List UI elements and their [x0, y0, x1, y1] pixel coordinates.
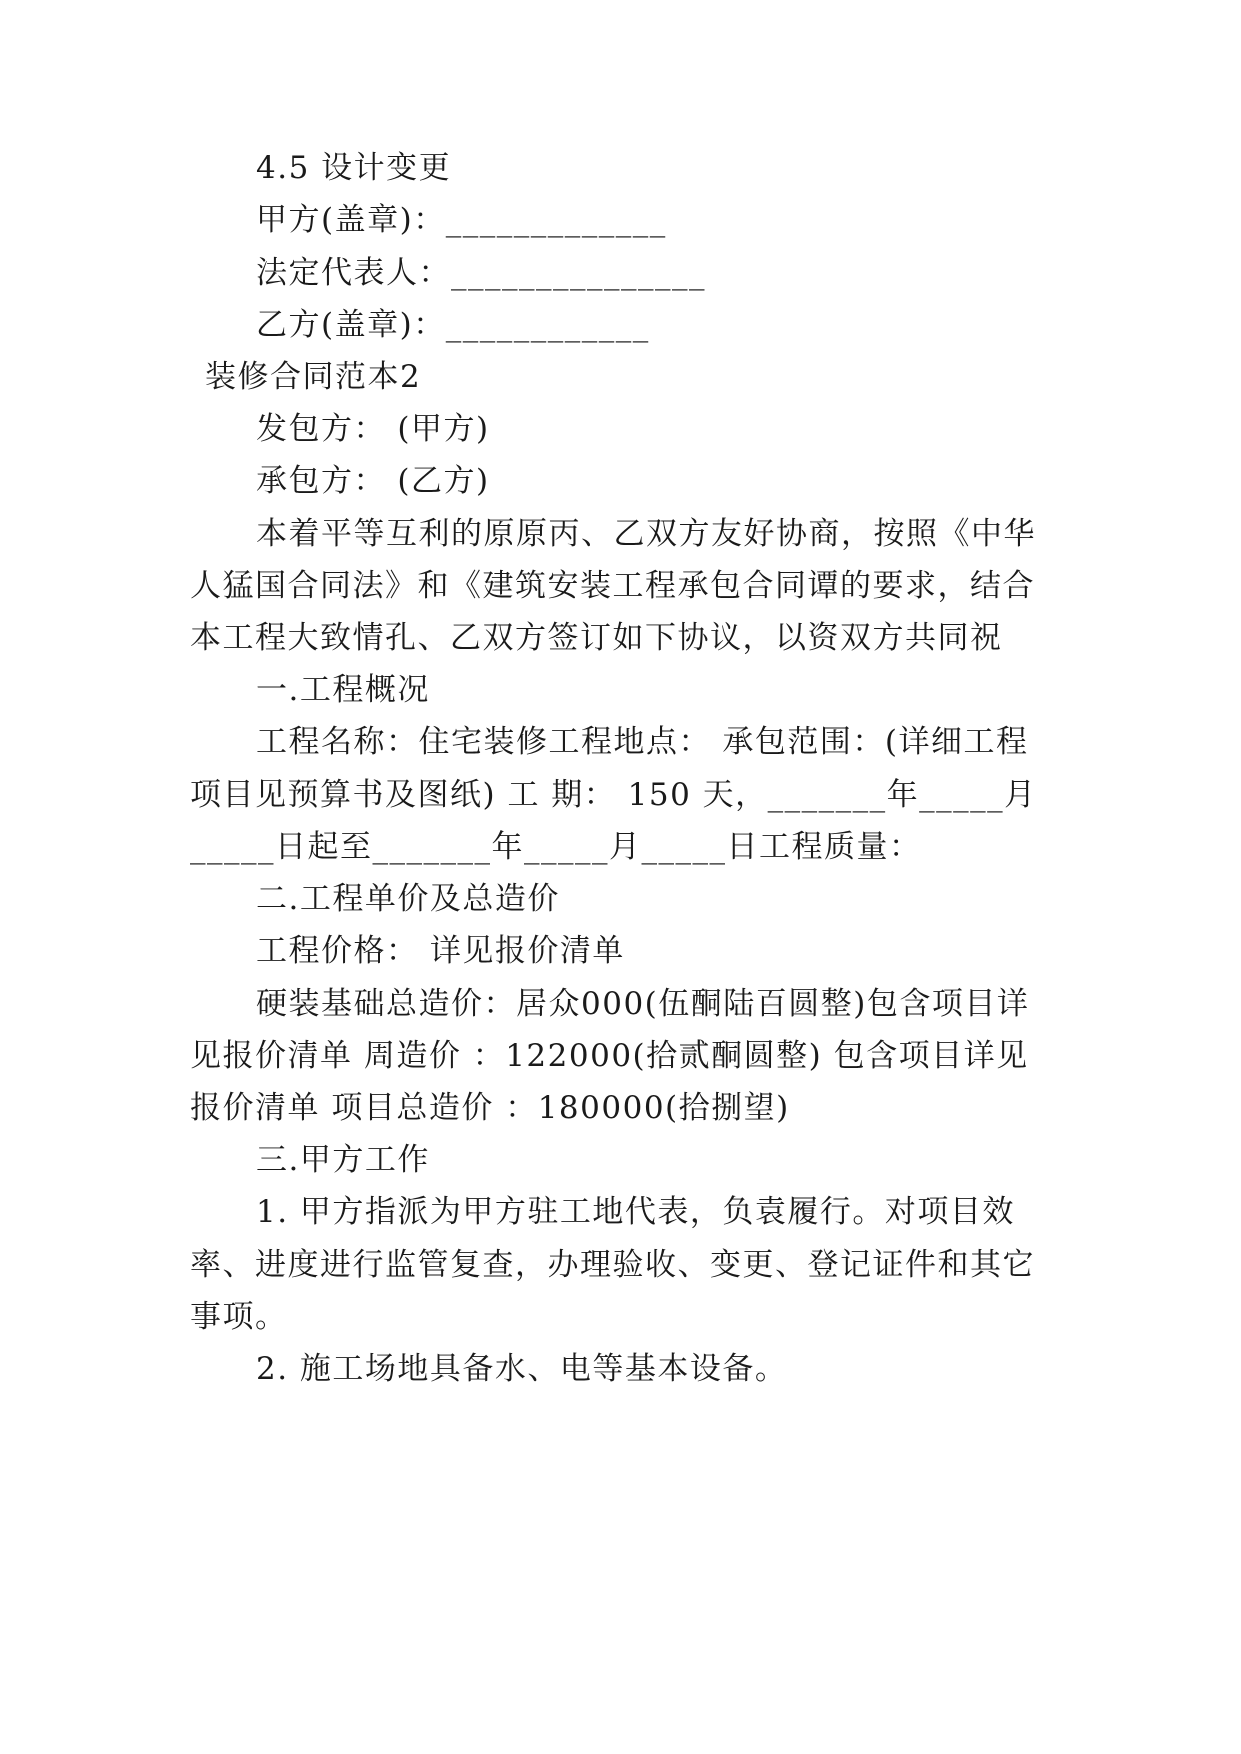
section-heading-overview: 一.工程概况 [256, 672, 430, 708]
overview-line-1: 工程名称：住宅装修工程地点： 承包范围：(详细工程 [256, 724, 1029, 760]
contract-template-title: 装修合同范本2 [205, 359, 422, 395]
party-a-work-item-1-line-2: 率、进度进行监管复查，办理验收、变更、登记证件和其它 [190, 1247, 1035, 1283]
party-a-work-item-1-line-1: 1. 甲方指派为甲方驻工地代表，负袁履行。对项目效 [256, 1194, 1015, 1230]
pricing-line-2: 硬装基础总造价：居众000(伍酮陆百圆整)包含项目详 [256, 986, 1030, 1022]
legal-representative-line: 法定代表人：_______________ [256, 255, 706, 291]
section-heading-pricing: 二.工程单价及总造价 [256, 881, 560, 917]
preamble-line-1: 本着平等互利的原原丙、乙双方友好协商，按照《中华 [256, 516, 1036, 552]
party-a-work-item-2: 2. 施工场地具备水、电等基本设备。 [256, 1351, 788, 1387]
party-b-seal-line: 乙方(盖章)：____________ [256, 307, 650, 343]
pricing-line-1: 工程价格： 详见报价清单 [256, 933, 625, 969]
overview-line-2: 项目见预算书及图纸) 工 期： 150 天，_______年_____月 [190, 777, 1037, 813]
party-a-work-item-1-line-3: 事项。 [190, 1299, 288, 1335]
overview-line-3: _____日起至_______年_____月_____日工程质量： [190, 829, 922, 865]
party-a-seal-line: 甲方(盖章)：_____________ [256, 202, 667, 238]
employer-line: 发包方： (甲方) [256, 411, 490, 447]
pricing-line-3: 见报价清单 周造价 ：122000(拾贰酮圆整) 包含项目详见 [190, 1038, 1029, 1074]
contractor-line: 承包方： (乙方) [256, 463, 490, 499]
preamble-line-2: 人猛国合同法》和《建筑安装工程承包合同谭的要求，结合 [190, 568, 1035, 604]
preamble-line-3: 本工程大致情孔、乙双方签订如下协议，以资双方共同祝 [190, 620, 1003, 656]
section-heading-party-a-work: 三.甲方工作 [256, 1142, 430, 1178]
pricing-line-4: 报价清单 项目总造价 ：180000(拾捌望) [190, 1090, 790, 1126]
section-heading-design-change: 4.5 设计变更 [256, 150, 452, 186]
